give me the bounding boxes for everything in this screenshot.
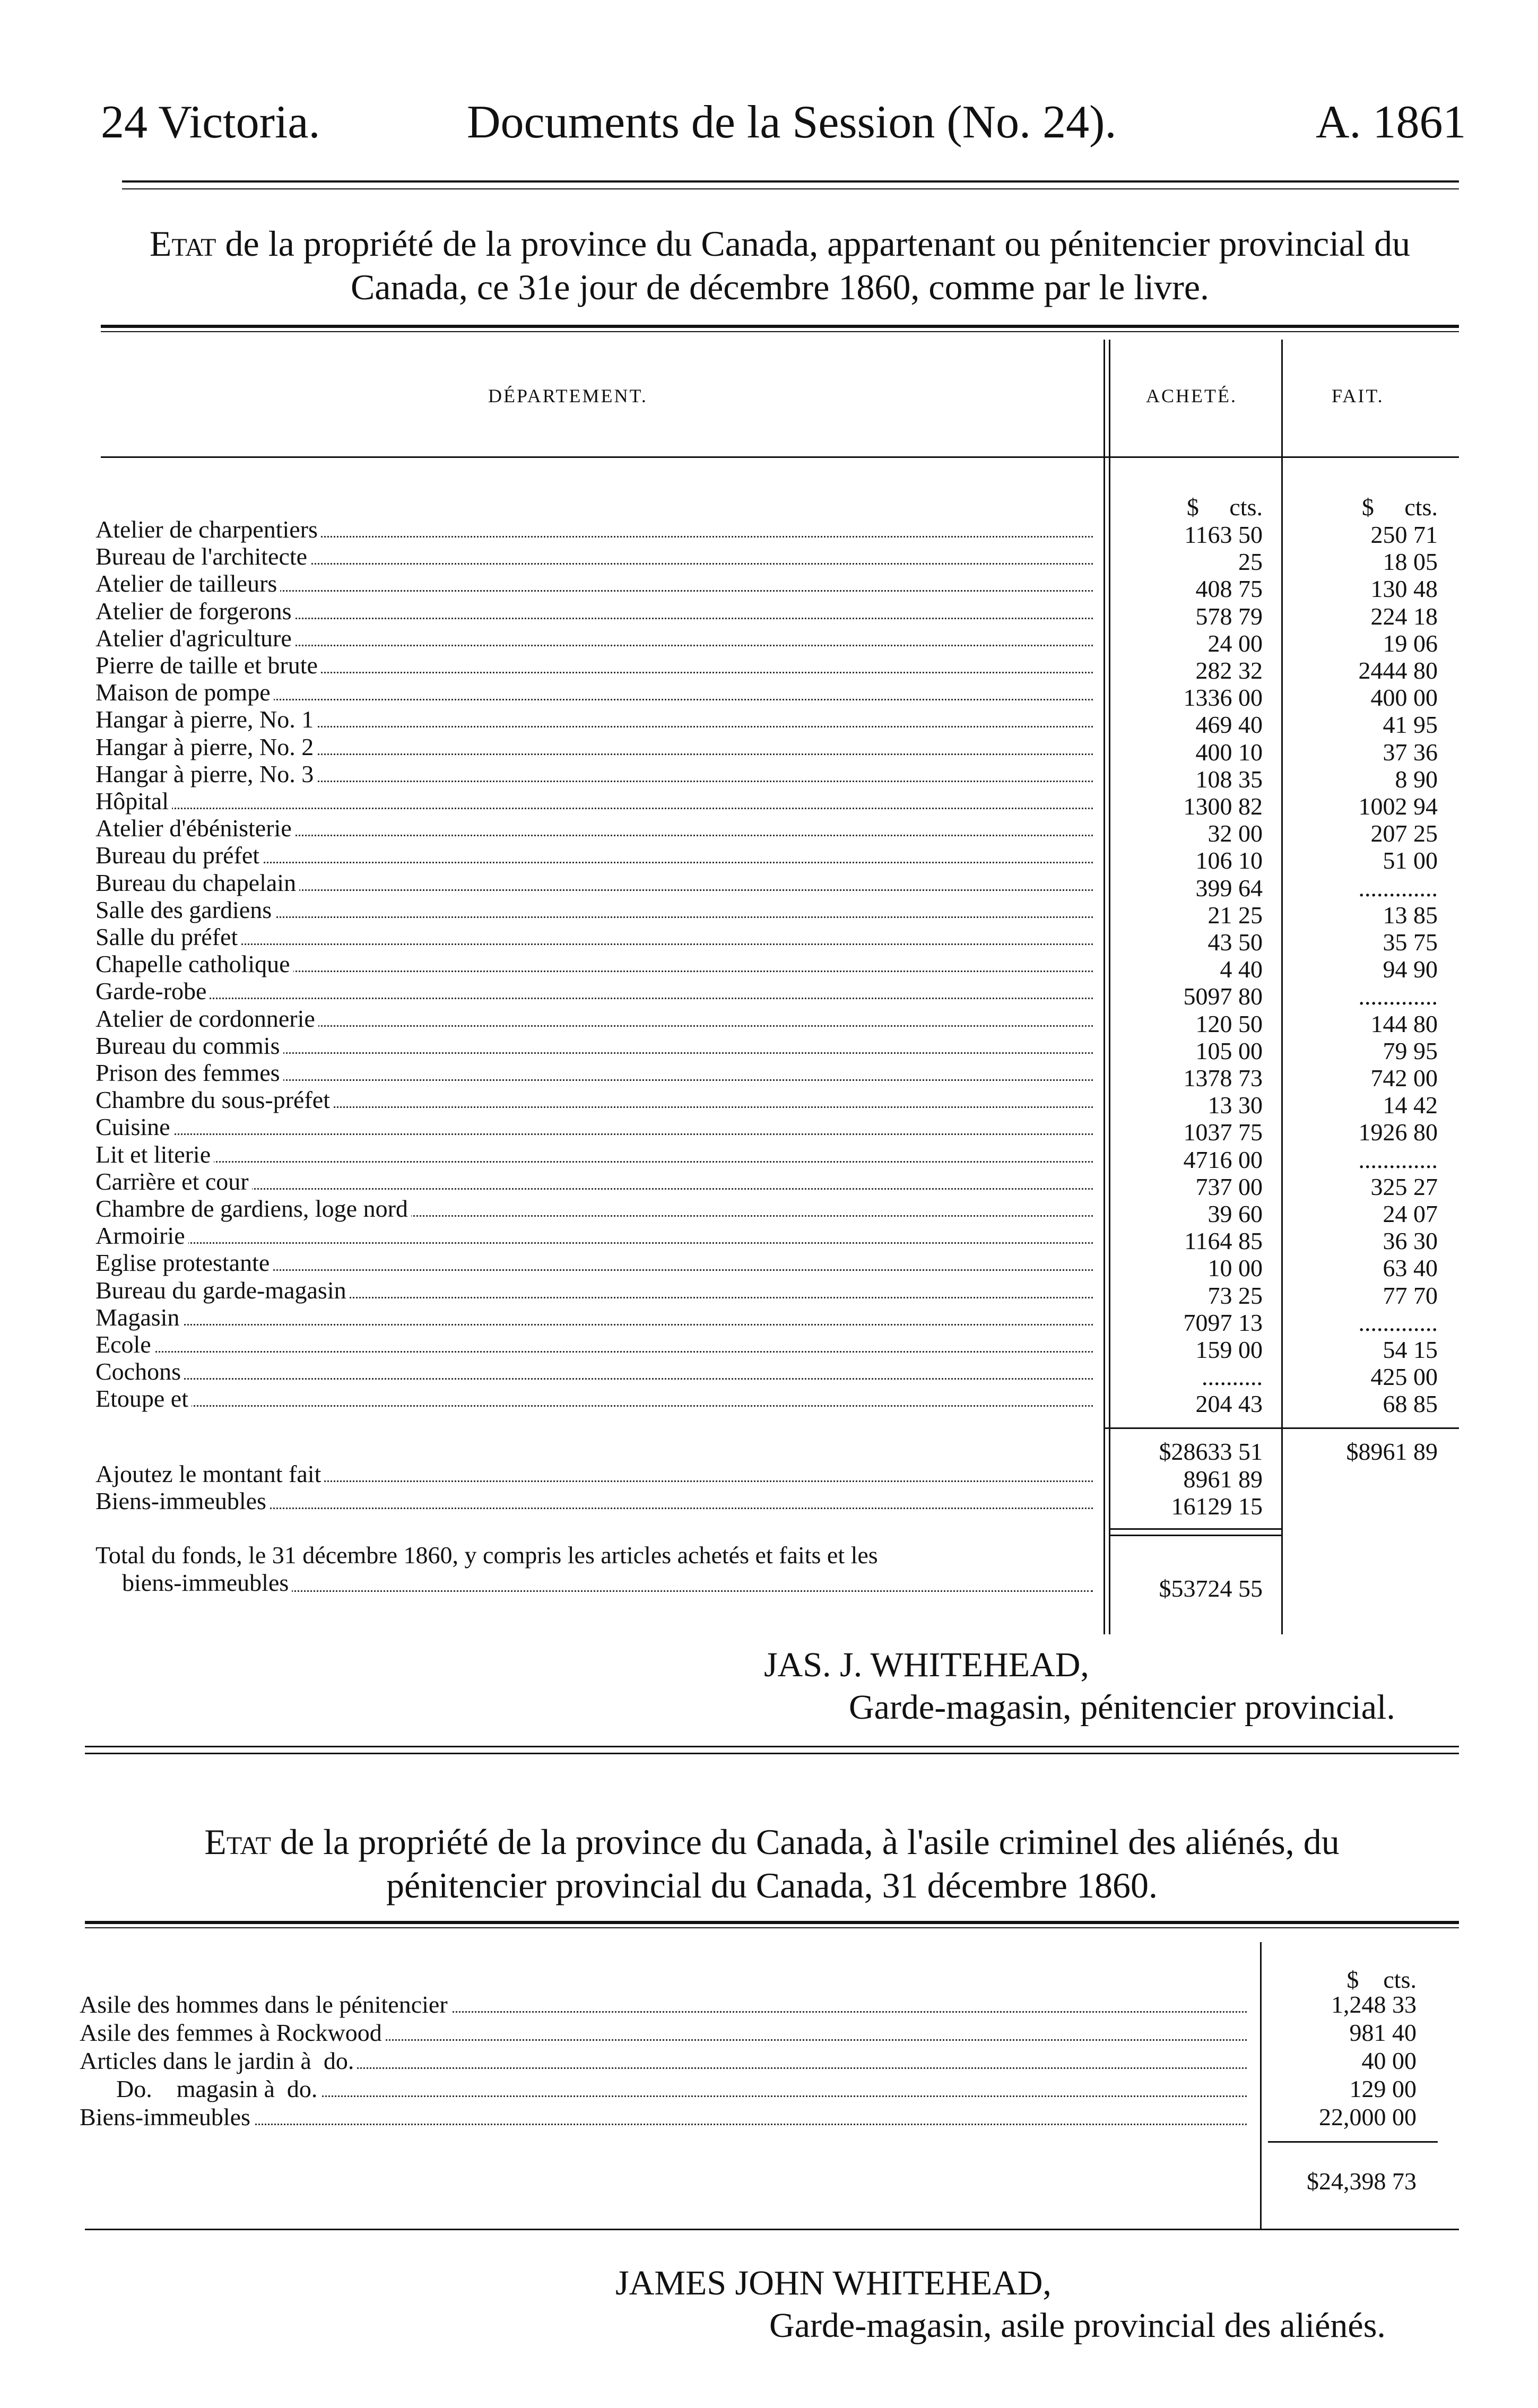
add-value: 8961 89: [1183, 1466, 1263, 1493]
asylum-row-value: 1,248 33: [1331, 1991, 1417, 2018]
table2-total: $24,398 73: [1307, 2168, 1417, 2195]
statement1-title-line2: Canada, ce 31e jour de décembre 1860, comme par le livre.: [350, 267, 1210, 307]
asylum-row-value: 40 00: [1361, 2047, 1417, 2074]
inventory-row-label: Etoupe et: [95, 1385, 192, 1412]
statement2-title-line2: pénitencier provincial du Canada, 31 décembre 1860.: [386, 1865, 1158, 1905]
header-rule: [122, 180, 1459, 183]
inventory-row-fait: .............: [1358, 1309, 1438, 1336]
statement2-title: [85, 1820, 1459, 1907]
col-fait-header: FAIT.: [1332, 385, 1384, 406]
grand-total-label: [95, 1541, 1093, 1597]
inventory-row-achete: 7097 13: [1183, 1309, 1263, 1336]
inventory-row-fait: 94 90: [1383, 956, 1438, 983]
inventory-row-label: Atelier de cordonnerie: [95, 1005, 318, 1032]
inventory-row-fait: 24 07: [1383, 1200, 1438, 1227]
subtotal-rule-b: [1109, 1535, 1281, 1536]
inventory-row-achete: 578 79: [1195, 603, 1263, 630]
inventory-row-label: Prison des femmes: [95, 1059, 283, 1086]
header-rule-thin: [122, 188, 1459, 189]
separator-rule: [85, 1746, 1459, 1747]
inventory-row-label: Atelier de tailleurs: [95, 570, 280, 597]
inventory-row-fait: 8 90: [1395, 766, 1438, 793]
subtotal-rule: [1109, 1528, 1281, 1530]
inventory-row-label: Bureau du commis: [95, 1032, 283, 1059]
inventory-row-achete: 5097 80: [1183, 983, 1263, 1010]
inventory-row-fait: 1926 80: [1358, 1119, 1438, 1146]
separator-rule-b: [85, 1753, 1459, 1754]
inventory-row-fait: 77 70: [1383, 1282, 1438, 1309]
asylum-row-label: Asile des hommes dans le pénitencier: [80, 1991, 451, 2018]
inventory-row-label: Hangar à pierre, No. 3: [95, 760, 317, 787]
inventory-row-achete: 159 00: [1195, 1336, 1263, 1363]
inventory-row-achete: 73 25: [1207, 1282, 1263, 1309]
asylum-row-label: Asile des femmes à Rockwood: [80, 2019, 385, 2046]
inventory-row-fait: 2444 80: [1358, 657, 1438, 684]
inventory-row-fait: 325 27: [1370, 1173, 1438, 1200]
inventory-row-label: Eglise protestante: [95, 1249, 273, 1276]
asylum-row-label: Do. magasin à do.: [80, 2075, 320, 2102]
inventory-row-label: Maison de pompe: [95, 679, 274, 706]
asylum-row-value: 22,000 00: [1319, 2103, 1417, 2130]
inventory-row-achete: 120 50: [1195, 1010, 1263, 1037]
inventory-row-label: Salle du préfet: [95, 923, 241, 950]
inventory-row-achete: 24 00: [1207, 630, 1263, 657]
asylum-row-value: 129 00: [1349, 2075, 1417, 2102]
inventory-row-fait: 68 85: [1383, 1390, 1438, 1417]
statement1-title-line1: de la propriété de la province du Canada, appartenant ou pénitencier provincial du: [225, 223, 1411, 264]
asylum-row-label: Articles dans le jardin à do.: [80, 2047, 357, 2074]
inventory-row-label: Hôpital: [95, 787, 172, 815]
inventory-row-achete: 43 50: [1207, 929, 1263, 956]
inventory-row-fait: 51 00: [1383, 847, 1438, 874]
inventory-row-label: Chambre du sous-préfet: [95, 1086, 333, 1113]
totals-rule: [1103, 1427, 1459, 1429]
inventory-row-achete: 39 60: [1207, 1200, 1263, 1227]
inventory-row-label: Atelier de forgerons: [95, 597, 295, 625]
table2-top-rule-thin: [85, 1927, 1459, 1928]
inventory-row-fait: .............: [1358, 983, 1438, 1010]
inventory-row-achete: 105 00: [1195, 1037, 1263, 1064]
inventory-row-achete: 1336 00: [1183, 684, 1263, 711]
inventory-row-achete: 25: [1238, 548, 1263, 575]
inventory-row-achete: 32 00: [1207, 820, 1263, 847]
inventory-row-fait: 18 05: [1383, 548, 1438, 575]
immeubles-value: 16129 15: [1171, 1493, 1263, 1520]
inventory-row-achete: 1163 50: [1184, 521, 1263, 548]
statement1-title: [101, 222, 1459, 309]
inventory-row-achete: 108 35: [1195, 766, 1263, 793]
inventory-row-fait: 41 95: [1383, 711, 1438, 738]
inventory-row-label: Atelier d'agriculture: [95, 625, 295, 652]
table2-divider: [1260, 1942, 1262, 2229]
inventory-row-label: Garde-robe: [95, 977, 210, 1004]
inventory-row-label: Armoirie: [95, 1222, 188, 1249]
immeubles-label: Biens-immeubles: [95, 1487, 270, 1514]
inventory-row-achete: 399 64: [1195, 874, 1263, 902]
grand-total-line2: biens-immeubles: [122, 1569, 292, 1596]
unit-achete: $ cts.: [1186, 493, 1263, 521]
header-title: Documents de la Session (No. 24).: [467, 97, 1117, 148]
inventory-row-achete: 4 40: [1220, 956, 1263, 983]
inventory-row-achete: 106 10: [1195, 847, 1263, 874]
statement2-title-lead: Etat: [204, 1822, 271, 1862]
inventory-row-fait: 224 18: [1370, 603, 1438, 630]
grand-total-line1: Total du fonds, le 31 décembre 1860, y compris les articles achetés et faits et les: [95, 1541, 878, 1569]
inventory-row-fait: .............: [1358, 874, 1438, 902]
inventory-row-label: Carrière et cour: [95, 1168, 252, 1195]
inventory-row-fait: 250 71: [1370, 521, 1438, 548]
inventory-row-fait: 400 00: [1370, 684, 1438, 711]
inventory-row-label: Bureau de l'architecte: [95, 543, 310, 570]
signature1-name: JAS. J. WHITEHEAD,: [764, 1645, 1089, 1684]
inventory-row-label: Magasin: [95, 1304, 183, 1331]
inventory-row-achete: 1300 82: [1183, 793, 1263, 820]
inventory-row-achete: ..........: [1202, 1363, 1263, 1390]
inventory-row-fait: 13 85: [1383, 902, 1438, 929]
inventory-row-label: Lit et literie: [95, 1141, 214, 1168]
asylum-row-label: Biens-immeubles: [80, 2103, 254, 2130]
inventory-row-fait: 36 30: [1383, 1227, 1438, 1254]
signature2-name: JAMES JOHN WHITEHEAD,: [615, 2264, 1052, 2302]
table1-top-rule: [101, 325, 1459, 328]
inventory-row-achete: 204 43: [1195, 1390, 1263, 1417]
table1-divider-1: [1103, 340, 1105, 1634]
inventory-row-label: Atelier d'ébénisterie: [95, 815, 295, 842]
inventory-row-fait: 1002 94: [1358, 793, 1438, 820]
inventory-row-fait: 79 95: [1383, 1037, 1438, 1064]
inventory-row-label: Chambre de gardiens, loge nord: [95, 1195, 411, 1222]
inventory-row-fait: 742 00: [1370, 1064, 1438, 1092]
inventory-row-achete: 1378 73: [1183, 1064, 1263, 1092]
inventory-row-fait: 14 42: [1383, 1092, 1438, 1119]
inventory-row-fait: 425 00: [1370, 1363, 1438, 1390]
inventory-row-label: Bureau du garde-magasin: [95, 1277, 350, 1304]
inventory-row-fait: 144 80: [1370, 1010, 1438, 1037]
table2-total-rule: [1268, 2141, 1438, 2143]
inventory-row-fait: .............: [1358, 1146, 1438, 1173]
table2-unit: $ cts.: [1346, 1966, 1417, 1993]
header-year: A. 1861: [1316, 97, 1466, 148]
table1-top-rule-thin: [101, 331, 1459, 332]
table1-divider-1b: [1109, 340, 1110, 1634]
col-achete-header: ACHETÉ.: [1146, 385, 1237, 406]
table2-top-rule: [85, 1921, 1459, 1924]
inventory-row-label: Cochons: [95, 1358, 184, 1385]
inventory-row-achete: 282 32: [1195, 657, 1263, 684]
inventory-row-achete: 1037 75: [1183, 1119, 1263, 1146]
inventory-row-label: Bureau du préfet: [95, 842, 263, 869]
inventory-row-label: Atelier de charpentiers: [95, 516, 321, 543]
header-volume: 24 Victoria.: [101, 97, 320, 148]
inventory-row-achete: 737 00: [1195, 1173, 1263, 1200]
add-label: Ajoutez le montant fait: [95, 1460, 324, 1487]
table1-divider-2: [1281, 340, 1283, 1634]
statement1-title-lead: Etat: [149, 223, 216, 264]
inventory-row-label: Ecole: [95, 1331, 154, 1358]
asylum-row-value: 981 40: [1349, 2019, 1417, 2046]
total-achete: $28633 51: [1159, 1438, 1263, 1465]
inventory-row-achete: 469 40: [1195, 711, 1263, 738]
col-department-header: DÉPARTEMENT.: [488, 385, 648, 406]
inventory-row-achete: 21 25: [1207, 902, 1263, 929]
inventory-row-achete: 10 00: [1207, 1254, 1263, 1281]
total-fait: $8961 89: [1346, 1438, 1438, 1465]
inventory-row-fait: 35 75: [1383, 929, 1438, 956]
inventory-row-achete: 408 75: [1195, 575, 1263, 602]
signature2-title: Garde-magasin, asile provincial des aliénés.: [769, 2306, 1386, 2345]
inventory-row-label: Bureau du chapelain: [95, 869, 299, 896]
inventory-row-label: Hangar à pierre, No. 1: [95, 706, 317, 733]
unit-fait: $ cts.: [1361, 493, 1438, 521]
inventory-row-label: Hangar à pierre, No. 2: [95, 733, 317, 760]
inventory-row-fait: 54 15: [1383, 1336, 1438, 1363]
inventory-row-achete: 400 10: [1195, 739, 1263, 766]
inventory-row-label: Chapelle catholique: [95, 950, 293, 977]
inventory-row-label: Pierre de taille et brute: [95, 652, 321, 679]
grand-total-value: $53724 55: [1159, 1575, 1263, 1602]
inventory-row-achete: 13 30: [1207, 1092, 1263, 1119]
inventory-row-fait: 63 40: [1383, 1254, 1438, 1281]
inventory-row-achete: 4716 00: [1183, 1146, 1263, 1173]
inventory-row-label: Cuisine: [95, 1113, 173, 1140]
table2-bottom-rule: [85, 2229, 1459, 2230]
inventory-row-fait: 207 25: [1370, 820, 1438, 847]
inventory-row-achete: 1164 85: [1184, 1227, 1263, 1254]
table1-header-rule: [101, 456, 1459, 458]
signature1-title: Garde-magasin, pénitencier provincial.: [849, 1688, 1395, 1727]
inventory-row-fait: 37 36: [1383, 739, 1438, 766]
inventory-row-fait: 19 06: [1383, 630, 1438, 657]
inventory-row-fait: 130 48: [1370, 575, 1438, 602]
inventory-row-label: Salle des gardiens: [95, 896, 275, 923]
statement2-title-line1: de la propriété de la province du Canada, à l'asile criminel des aliénés, du: [280, 1822, 1340, 1862]
